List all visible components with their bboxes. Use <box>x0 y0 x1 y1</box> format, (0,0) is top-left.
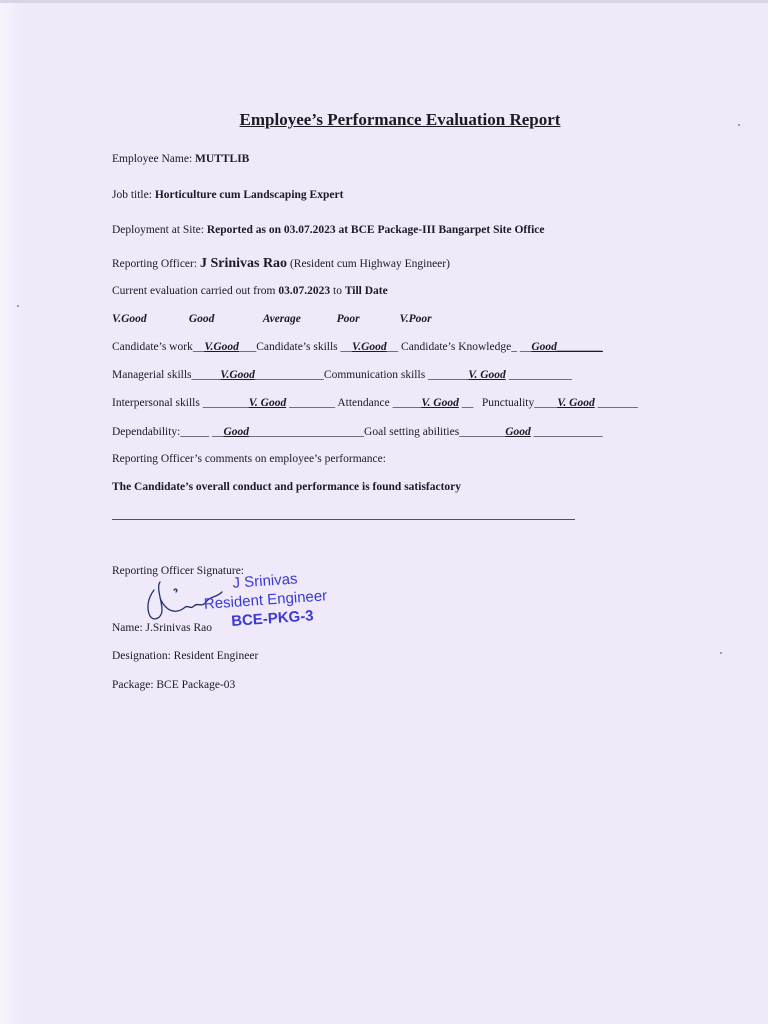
communication-value: V. Good <box>468 369 506 381</box>
designation-value: Resident Engineer <box>173 650 259 662</box>
comments-blank-line <box>112 519 575 520</box>
comments-label: Reporting Officer’s comments on employee’s performance: <box>112 453 386 465</box>
name-label: Name: <box>112 622 143 634</box>
designation-label: Designation: <box>112 650 171 662</box>
job-title-value: Horticulture cum Landscaping Expert <box>154 189 344 201</box>
employee-name-row <box>112 153 249 165</box>
paper-top-edge <box>0 0 768 3</box>
managerial-label: Managerial skills <box>112 369 192 381</box>
managerial-value: V.Good <box>220 369 255 381</box>
deployment-value: Reported as on 03.07.2023 at BCE Package-III Bangarpet Site Office <box>206 224 545 236</box>
punctuality-value: V. Good <box>557 397 595 409</box>
interpersonal-value: V. Good <box>248 397 287 409</box>
reporting-officer-role: (Resident cum Highway Engineer) <box>289 258 450 270</box>
designation-row <box>112 650 258 662</box>
evaluation-period-row <box>112 285 388 297</box>
work-label: Candidate’s work <box>112 341 193 353</box>
paper-speck <box>17 305 19 307</box>
deployment-label: Deployment at Site: <box>112 224 204 236</box>
deployment-row <box>112 224 545 236</box>
punctuality-label: Punctuality <box>481 397 535 409</box>
paper-edge <box>0 0 22 1024</box>
signature-label: Reporting Officer Signature: <box>112 565 245 577</box>
job-title-label: Job title: <box>112 189 152 201</box>
rating-scale <box>112 313 432 325</box>
dependability-label: Dependability: <box>112 426 181 438</box>
package-label: Package: <box>112 679 154 691</box>
stamp-line-designation: Resident Engineer <box>203 587 328 613</box>
goal-setting-label: Goal setting abilities <box>364 426 460 438</box>
reporting-officer-label: Reporting Officer: <box>112 258 198 270</box>
rating-row-3: Interpersonal skills ________V. Good ________ Attendance _____V. Good __ Punctuality____V. Good _______ <box>112 397 638 409</box>
rating-row-4: Dependability:_____ __Good____________________Goal setting abilities________Good ____________ <box>112 426 603 438</box>
employee-name-value: MUTTLIB <box>195 153 250 165</box>
skills-value: V.Good <box>352 341 387 353</box>
package-row <box>112 679 235 691</box>
rating-row-1: Candidate’s work__V.Good___Candidate’s skills __V.Good__ Candidate’s Knowledge_ __Good________ <box>112 341 603 353</box>
dependability-value: Good <box>223 426 250 438</box>
comments-text: The Candidate’s overall conduct and performance is found satisfactory <box>112 481 462 493</box>
employee-name-label: Employee Name: <box>112 153 193 165</box>
rating-scale-item: Average <box>262 313 301 325</box>
package-value: BCE Package-03 <box>156 679 236 691</box>
skills-label: Candidate’s skills <box>256 341 338 353</box>
evaluation-period-prefix: Current evaluation carried out from <box>112 285 276 297</box>
interpersonal-label: Interpersonal skills <box>112 397 200 409</box>
attendance-value: V. Good <box>421 397 459 409</box>
knowledge-value: Good <box>531 341 557 353</box>
rating-scale-item: Good <box>188 313 215 325</box>
rating-scale-item: Poor <box>336 313 360 325</box>
reporting-officer-row <box>112 256 450 272</box>
name-row <box>112 622 212 634</box>
name-value: J.Srinivas Rao <box>145 622 212 634</box>
rating-scale-item: V.Poor <box>399 313 432 325</box>
report-title: Employee’s Performance Evaluation Report <box>239 110 561 129</box>
work-value: V.Good <box>204 341 239 353</box>
job-title-row <box>112 189 343 201</box>
evaluation-period-from: 03.07.2023 <box>278 285 331 297</box>
communication-label: Communication skills <box>323 369 426 381</box>
officer-stamp <box>202 567 329 632</box>
evaluation-period-to-word: to <box>333 285 342 297</box>
paper-speck <box>720 652 722 654</box>
rating-scale-item: V.Good <box>112 313 147 325</box>
paper-speck <box>738 124 740 126</box>
knowledge-label: Candidate’s Knowledge <box>401 341 512 353</box>
goal-setting-value: Good <box>505 426 531 438</box>
evaluation-period-to: Till Date <box>344 285 388 297</box>
rating-row-2: Managerial skills_____V.Good____________Communication skills _______V. Good ___________ <box>112 369 572 381</box>
stamp-line-package: BCE-PKG-3 <box>230 607 315 631</box>
reporting-officer-name: J Srinivas Rao <box>199 256 288 271</box>
stamp-line-name: J Srinivas <box>231 570 299 592</box>
attendance-label: Attendance <box>337 397 390 409</box>
